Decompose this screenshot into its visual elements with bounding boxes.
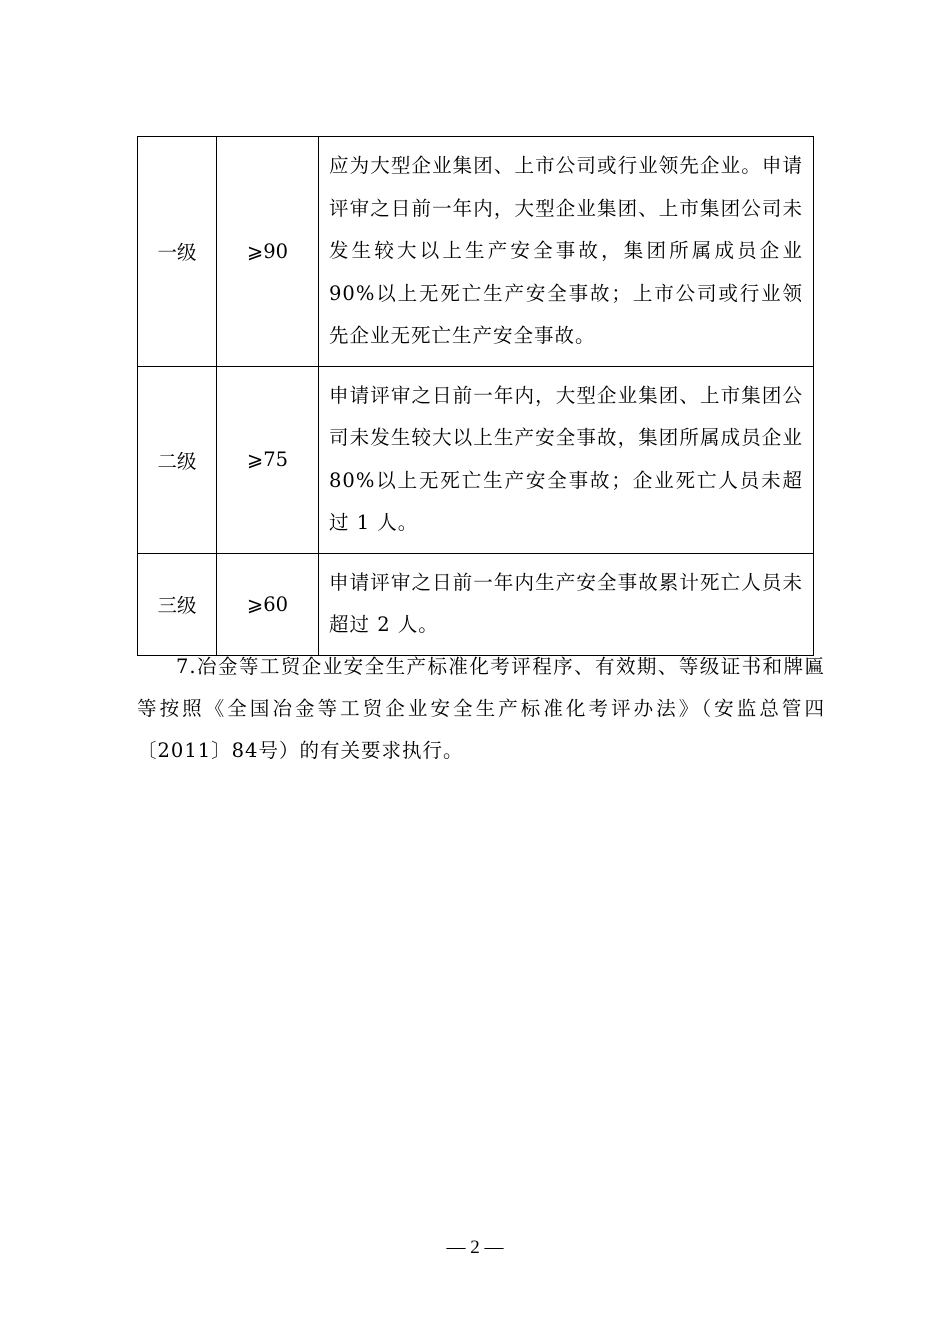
grade-level: 三级 bbox=[138, 553, 217, 655]
grade-level: 二级 bbox=[138, 366, 217, 553]
score-threshold: ⩾75 bbox=[217, 366, 319, 553]
score-threshold: ⩾60 bbox=[217, 553, 319, 655]
paragraph-7: 7.冶金等工贸企业安全生产标准化考评程序、有效期、等级证书和牌匾等按照《全国冶金等工贸企业安全生产标准化考评办法》（安监总管四〔2011〕84号）的有关要求执行。 bbox=[137, 655, 825, 762]
table-row bbox=[138, 366, 814, 553]
page-number: — 2 — bbox=[446, 1237, 504, 1258]
grade-table bbox=[137, 136, 814, 656]
table-row bbox=[138, 553, 814, 655]
grade-requirement: 申请评审之日前一年内，大型企业集团、上市集团公司未发生较大以上生产安全事故，集团所属成员企业 80%以上无死亡生产安全事故；企业死亡人员未超过 1 人。 bbox=[319, 366, 814, 553]
grade-requirement: 申请评审之日前一年内生产安全事故累计死亡人员未超过 2 人。 bbox=[319, 553, 814, 655]
score-threshold: ⩾90 bbox=[217, 137, 319, 367]
table-row bbox=[138, 137, 814, 367]
grade-requirement: 应为大型企业集团、上市公司或行业领先企业。申请评审之日前一年内，大型企业集团、上市集团公司未发生较大以上生产安全事故，集团所属成员企业 90%以上无死亡生产安全事故；上市公司或行业领先企业无死亡生产安全事故。 bbox=[319, 137, 814, 367]
grade-level: 一级 bbox=[138, 137, 217, 367]
